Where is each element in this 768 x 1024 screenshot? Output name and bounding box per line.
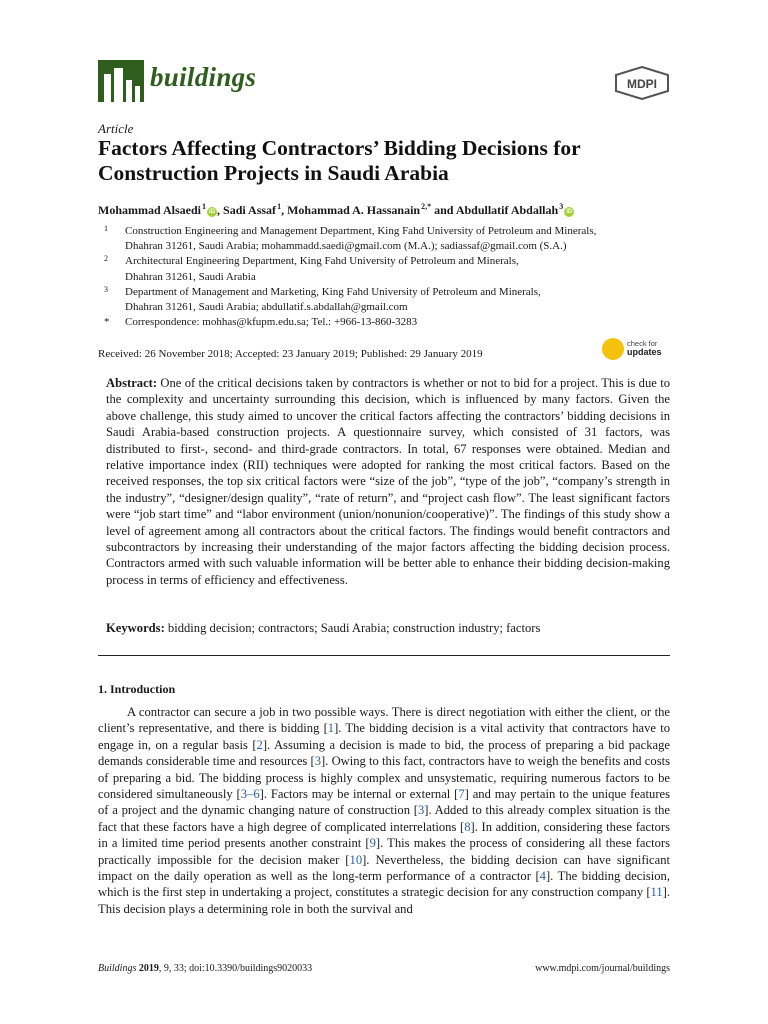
footer-year: 2019 [138, 963, 159, 974]
correspondence [104, 315, 684, 330]
keywords [106, 620, 670, 636]
author-separator: and [431, 203, 456, 217]
journal-name: buildings [150, 62, 257, 92]
check-for-updates-badge[interactable] [602, 338, 672, 360]
buildings-logo-icon [98, 60, 144, 102]
affiliation-number: 1 [104, 224, 108, 233]
affiliations [104, 224, 684, 330]
check-updates-text [627, 339, 662, 357]
citation-link[interactable]: 2 [256, 737, 263, 752]
author-name[interactable]: Abdullatif Abdallah [455, 203, 559, 217]
affiliation-number: 3 [104, 284, 108, 294]
paper-title: Factors Affecting Contractors’ Bidding Decisions for Construction Projects in Saudi Arabia [98, 136, 581, 185]
abstract [106, 375, 670, 588]
citation-link[interactable]: 4 [539, 869, 546, 884]
intro-text: ]. In addition, considering these factors in a limited time period presents another constraint [ [98, 819, 670, 851]
intro-text: A contractor can secure a job in two possible ways. There is direct negotiation with either the client, or the client’s representative, and there is bidding [ [98, 705, 670, 736]
affiliation-line: Dhahran 31261, Saudi Arabia [125, 270, 256, 283]
abstract-label: Abstract: [106, 376, 158, 390]
intro-text: ]. The bidding decision is a vital activity that contractors have to engage in, on a regular basis [ [98, 721, 670, 752]
affiliation-line: Construction Engineering and Management Department, King Fahd University of Petroleum and Minerals, [125, 225, 597, 237]
citation-link[interactable]: 3–6 [240, 787, 260, 802]
intro-text: ]. Assuming a decision is made to bid, the process of preparing a bid package demands considerable time and resources [ [98, 737, 670, 769]
affiliation-line: Department of Management and Marketing, King Fahd University of Petroleum and Minerals, [125, 285, 541, 298]
citation-link[interactable]: 7 [458, 787, 465, 802]
citation-link[interactable]: 11 [650, 885, 663, 900]
intro-text: ]. This decision plays a determining role in both the survival and [98, 885, 670, 916]
footer-url[interactable]: www.mdpi.com/journal/buildings [535, 963, 670, 974]
citation-link[interactable]: 3 [417, 803, 425, 818]
footer-citation-text: , 9, 33; doi:10.3390/buildings9020033 [158, 963, 313, 974]
citation-link[interactable]: 10 [349, 852, 363, 867]
author-separator: , [281, 203, 288, 217]
affiliation-3 [104, 285, 684, 315]
mdpi-logo [614, 66, 670, 100]
check-updates-line1: check for [627, 339, 658, 348]
check-updates-line2: updates [627, 347, 662, 357]
intro-text: ]. Owing to this fact, contractors have to weigh the benefits and costs of preparing a bid. The bidding process is highly complex and unsystematic, requiring numerous factors to be considered simultaneously [ [98, 754, 670, 802]
author-affiliation-mark: 1 [277, 202, 282, 211]
abstract-text: One of the critical decisions taken by contractors is whether or not to bid for a project. This is due to the complexity and uncertainty surrounding this decision, which is influenced by many factors. Given the above challenge, this study aimed to uncover the critical factors affecting the contractors’ bidding decisions in Saudi Arabia-based construction projects. A questionnaire survey, which consisted of 31 factors, was distributed to first-, second- and third-grade contractors. In total, 67 responses were obtained. Median and relative importance index (RII) techniques were adopted for ranking the most critical factors. Based on the received responses, the top six critical factors were “size of the job”, “type of the job”, “company’s strength in the industry”, “designer/design quality”, “rate of return”, and “project cash flow”. The least significant factors were “job start time” and “labor environment (union/nonunion/cooperative)”. The findings of this study show a level of agreement among all contractors about the critical factors. The findings would benefit contractors and subcontractors by increasing their understanding of the major factors affecting the bidding decision process. Contractors armed with such valuable information will be better able to enhance their bidding decision-making process in terms of efficiency and effectiveness. [106, 376, 670, 587]
section-heading: 1. Introduction [98, 682, 176, 696]
keywords-label: Keywords: [106, 621, 165, 635]
author-list [98, 202, 698, 218]
author-name[interactable]: Mohammad Alsaedi [98, 203, 202, 217]
citation-link[interactable]: 9 [369, 836, 376, 851]
introduction-body [98, 704, 670, 917]
intro-text: ]. Factors may be internal or external [ [259, 787, 459, 802]
citation-link[interactable]: 3 [314, 754, 322, 769]
citation-link[interactable]: 1 [327, 721, 335, 736]
orcid-icon[interactable]: iD [566, 209, 573, 215]
author-affiliation-mark: 2,* [421, 202, 432, 211]
affiliation-1 [104, 224, 684, 254]
affiliation-line: Architectural Engineering Department, King Fahd University of Petroleum and Minerals, [125, 255, 519, 268]
intro-text: ] and may pertain to the unique features of a project and the dynamic changing nature of construction [ [98, 787, 670, 818]
intro-paragraph [98, 704, 670, 917]
correspondence-text: Correspondence: mohhas@kfupm.edu.sa; Tel.: +966-13-860-3283 [125, 316, 418, 329]
affiliation-line: Dhahran 31261, Saudi Arabia; abdullatif.s.abdallah@gmail.com [125, 301, 408, 314]
intro-text: ]. This makes the process of considering all these factors practically impossible for the decision maker [ [98, 836, 670, 867]
affiliation-2 [104, 254, 684, 284]
affiliation-line: Dhahran 31261, Saudi Arabia; mohammadd.saedi@gmail.com (M.A.); sadiassaf@gmail.com (S.A.) [125, 240, 567, 253]
section-divider [98, 655, 670, 656]
check-updates-icon [602, 338, 624, 360]
publication-dates: Received: 26 November 2018; Accepted: 23 January 2019; Published: 29 January 2019 [98, 348, 483, 360]
author-name[interactable]: Sadi Assaf [223, 203, 277, 217]
author-affiliation-mark: 1 [202, 202, 207, 211]
orcid-icon[interactable]: iD [209, 209, 216, 215]
footer-journal: Buildings [98, 963, 137, 974]
intro-text: ]. Nevertheless, the bidding decision can have significant impact on the daily operation as well as the long-term performance of a contractor [ [98, 852, 670, 884]
author-affiliation-mark: 3 [559, 202, 564, 211]
mdpi-logo-text: MDPI [627, 77, 657, 91]
footer-citation [98, 963, 312, 974]
keywords-text: bidding decision; contractors; Saudi Arabia; construction industry; factors [164, 621, 541, 635]
author-separator: , [217, 203, 224, 217]
citation-link[interactable]: 8 [464, 819, 471, 834]
author-name[interactable]: Mohammad A. Hassanain [287, 203, 421, 217]
intro-text: ]. The bidding decision, which is the first step in undertaking a project, constitutes a strategic decision for any construction company [ [98, 869, 670, 900]
intro-text: ]. Added to this already complex situation is the fact that these factors have a high degree of complicated interrelations [ [98, 803, 670, 834]
article-type: Article [98, 121, 134, 136]
affiliation-number: 2 [104, 254, 108, 264]
correspondence-marker: * [104, 316, 110, 329]
